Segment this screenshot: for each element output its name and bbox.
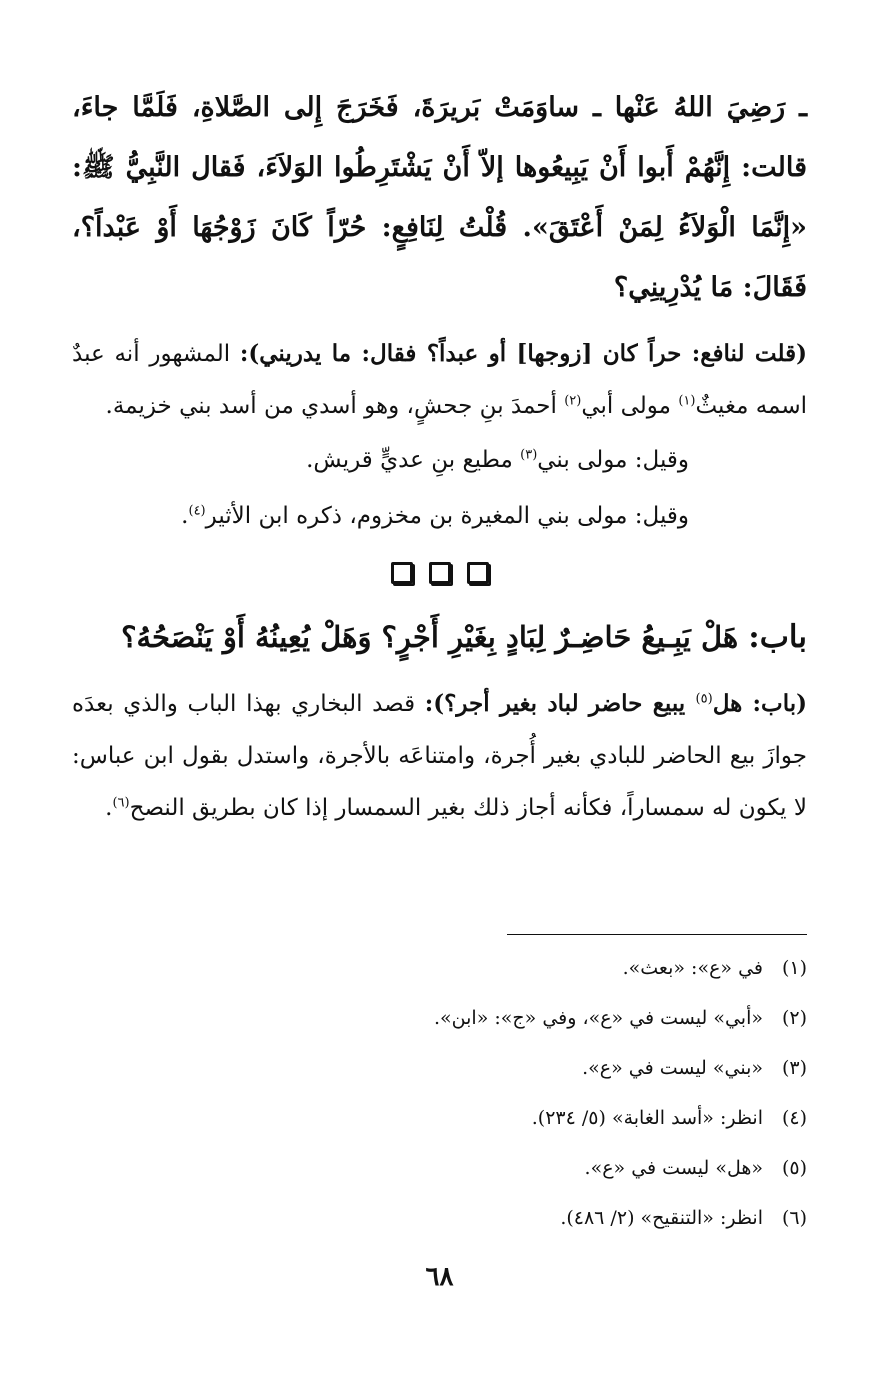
square-ornament-icon	[429, 562, 451, 584]
footnote-item	[72, 1143, 807, 1193]
page-number: ٦٨	[425, 1262, 454, 1292]
commentary-text: مولى أبي	[581, 393, 679, 419]
footnote-item	[72, 993, 807, 1043]
commentary-paragraph-1	[72, 328, 807, 432]
commentary-text: .	[105, 795, 113, 821]
commentary-lead: يبيع حاضر لباد بغير أجر؟):	[424, 690, 696, 717]
page-body	[72, 78, 807, 834]
section-divider	[72, 562, 807, 602]
footnote-ref-5: (٥)	[695, 691, 713, 707]
footnote-ref-3: (٣)	[520, 447, 538, 463]
footnote-rule	[507, 934, 807, 935]
commentary-text: أحمدَ بنِ جحشٍ، وهو أسدي من أسد بني خزيمة.	[105, 393, 565, 419]
footnote-item	[72, 1043, 807, 1093]
footnotes-section	[72, 934, 807, 1243]
footnote-text: «بني» ليست في «ع».	[582, 1057, 763, 1079]
chapter-title: هَلْ يَبِـيعُ حَاضِـرٌ لِبَادٍ بِغَيْرِ أَجْرٍ؟ وَهَلْ يُعِينُهُ أَوْ يَنْصَحُهُ؟	[121, 620, 749, 654]
qila-line-1	[72, 432, 807, 488]
footnote-text: انظر: «التنقيح» (٢/ ٤٨٦).	[560, 1207, 763, 1229]
qila-text: وقيل: مولى بني	[537, 447, 689, 473]
commentary-lead: (قلت لنافع: حراً كان [زوجها] أو عبداً؟ فقال: ما يدريني):	[239, 340, 807, 367]
hadith-text: ـ رَضِيَ اللهُ عَنْها ـ ساوَمَتْ بَريرَةَ، فَخَرَجَ إِلى الصَّلاةِ، فَلَمَّا جاءَ، قالت: إِنَّهُمْ أَبوا أَنْ يَبِيعُوها إلاّ أَنْ يَشْتَرِطُوا الوَلاَءَ، فَقال النَّبِيُّ ﷺ: «إِنَّمَا الْوَلاَءُ لِمَنْ أَعْتَقَ». قُلْتُ لِنَافِعٍ: حُرّاً كَانَ زَوْجُهَا أَوْ عَبْداً؟، فَقَالَ: مَا يُدْرِينِي؟	[72, 92, 807, 303]
footnote-number: (٦)	[781, 1207, 807, 1229]
commentary-lead: (باب: هل	[712, 690, 807, 717]
footnote-number: (٣)	[781, 1057, 807, 1079]
commentary-text: المشهور أنه عبدٌ اسمه مغيثٌ	[72, 341, 807, 419]
footnote-number: (٢)	[781, 1007, 807, 1029]
commentary-text: قصد البخاري بهذا الباب والذي بعدَه جوازَ بيع الحاضر للبادي بغير أُجرة، وامتناعَه بالأجرة، واستدل بقول ابن عباس: لا يكون له سمساراً، فكأنه أجاز ذلك بغير السمسار إذا كان بطريق النصح	[72, 691, 807, 821]
qila-line-2	[72, 488, 807, 544]
footnote-ref-4: (٤)	[188, 503, 206, 519]
footnote-number: (١)	[781, 957, 807, 979]
footnote-item	[72, 943, 807, 993]
commentary-paragraph-2	[72, 678, 807, 834]
footnote-text: «أبي» ليست في «ع»، وفي «ج»: «ابن».	[434, 1007, 763, 1029]
footnote-number: (٤)	[781, 1107, 807, 1129]
square-ornament-icon	[391, 562, 413, 584]
footnote-item	[72, 1093, 807, 1143]
footnote-ref-6: (٦)	[112, 795, 130, 811]
footnote-text: في «ع»: «بعث».	[622, 957, 763, 979]
chapter-label: باب:	[748, 619, 807, 655]
footnote-ref-2: (٢)	[564, 393, 582, 409]
footnote-text: «هل» ليست في «ع».	[584, 1157, 763, 1179]
footnote-text: انظر: «أسد الغابة» (٥/ ٢٣٤).	[531, 1107, 763, 1129]
chapter-heading	[72, 606, 807, 668]
footnote-ref-1: (١)	[678, 393, 696, 409]
qila-text: مطيع بنِ عديٍّ قريش.	[306, 447, 521, 473]
qila-text: .	[181, 503, 189, 529]
qila-text: وقيل: مولى بني المغيرة بن مخزوم، ذكره ابن الأثير	[205, 503, 689, 529]
footnote-item	[72, 1193, 807, 1243]
square-ornament-icon	[467, 562, 489, 584]
footnote-number: (٥)	[781, 1157, 807, 1179]
